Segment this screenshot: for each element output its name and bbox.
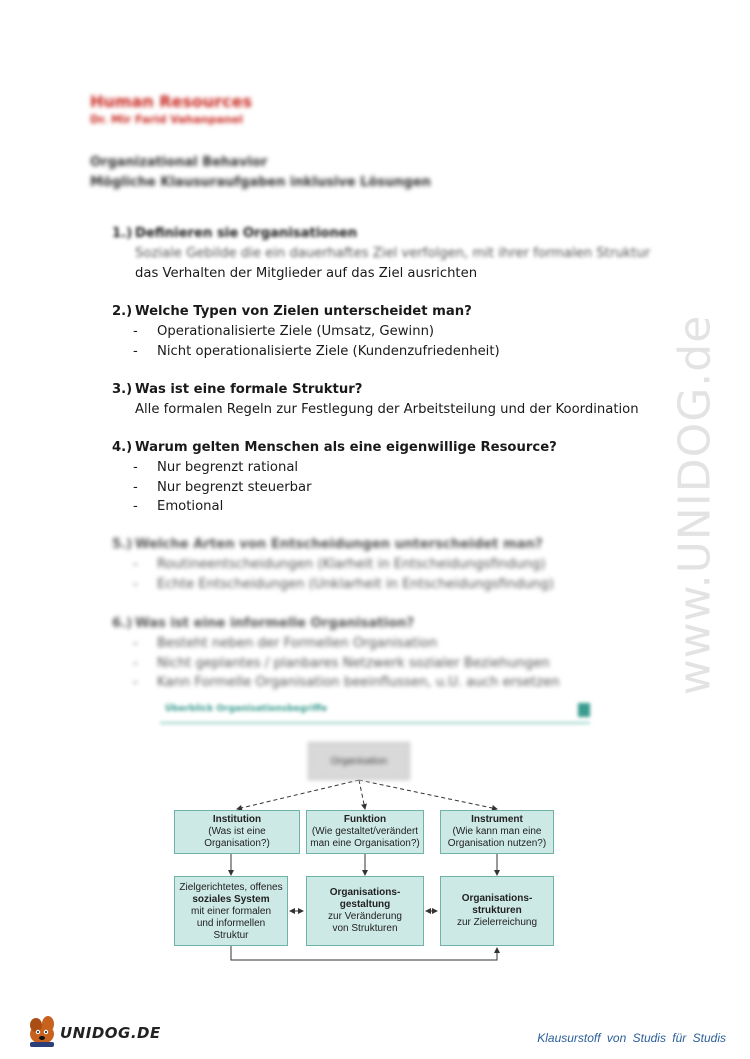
gestaltung-line: von Strukturen [332, 923, 398, 934]
system-line: soziales System [192, 894, 270, 905]
question-heading: 3.) Was ist eine formale Struktur? [112, 382, 363, 397]
funktion-line: man eine Organisation?) [310, 838, 420, 849]
answer-bullet: - Nur begrenzt rational [133, 460, 299, 475]
author-name: Dr. Mir Farid Vahanpanel [90, 113, 243, 126]
system-line: Zielgerichtetes, offenes [179, 882, 283, 893]
strukturen-line: strukturen [472, 905, 522, 916]
institution-line: Organisation?) [204, 838, 270, 849]
gestaltung-line: Organisations- [329, 887, 401, 898]
watermark-text: www.UNIDOG.de [669, 314, 721, 696]
institution-box [174, 810, 300, 854]
question-2 [112, 302, 500, 361]
question-heading: 5.) Welche Arten von Entscheidungen unterscheidet man? [112, 537, 543, 552]
answer-bullet: - Operationalisierte Ziele (Umsatz, Gewinn) [133, 324, 435, 339]
subtitle-course: Organizational Behavior [90, 155, 268, 170]
strukturen-line: zur Zielerreichung [456, 917, 538, 928]
instrument-title: Instrument [471, 814, 523, 825]
answer-bullet: - Emotional [133, 499, 224, 514]
funktion-title: Funktion [343, 814, 387, 825]
organisation-diagram [160, 700, 592, 970]
gestaltung-line: zur Veränderung [328, 911, 402, 922]
unidog-logo[interactable] [24, 1012, 164, 1048]
answer-line: Soziale Gebilde die ein dauerhaftes Ziel verfolgen, mit ihrer formalen Struktur [135, 246, 651, 261]
instrument-line: Organisation nutzen?) [447, 838, 547, 849]
answer-bullet: - Besteht neben der Formellen Organisation [133, 636, 438, 651]
answer-bullet: - Nur begrenzt steuerbar [133, 479, 312, 495]
answer-line: Alle formalen Regeln zur Festlegung der Arbeitsteilung und der Koordination [135, 402, 639, 417]
answer-bullet: - Nicht geplantes / planbares Netzwerk sozialer Beziehungen [133, 655, 550, 671]
system-line: und informellen [196, 918, 266, 929]
footer-tagline: Klausurstoff von Studis für Studis [537, 1031, 726, 1045]
answer-line: das Verhalten der Mitglieder auf das Ziel ausrichten [135, 265, 478, 281]
document-title: Human Resources [90, 92, 253, 111]
question-heading: 6.) Was ist eine informelle Organisation? [112, 616, 415, 631]
answer-bullet: - Kann Formelle Organisation beeinflussen, u.U. auch ersetzen [133, 675, 560, 690]
dog-icon [24, 1012, 60, 1048]
institution-title: Institution [212, 814, 262, 825]
answer-bullet: - Echte Entscheidungen (Unklarheit in Entscheidungsfindung) [133, 576, 554, 592]
question-heading: 4.) Warum gelten Menschen als eine eigenwillige Resource? [112, 440, 557, 455]
funktion-box [306, 810, 424, 854]
instrument-line: (Wie kann man eine [452, 826, 542, 837]
question-3 [112, 380, 639, 420]
strukturen-box [440, 876, 554, 946]
system-box [174, 876, 288, 946]
instrument-box [440, 810, 554, 854]
system-line: Struktur [213, 930, 249, 941]
question-5 [112, 535, 554, 594]
system-line: mit einer formalen [190, 906, 272, 917]
diagram-header-text: Überblick Organisationsbegriffe [165, 704, 328, 714]
question-1 [112, 224, 650, 283]
answer-bullet: - Routineentscheidungen (Klarheit in Entscheidungsfindung) [133, 557, 546, 572]
funktion-line: (Wie gestaltet/verändert [311, 826, 419, 837]
question-6 [112, 614, 560, 693]
gestaltung-box [306, 876, 424, 946]
institution-line: (Was ist eine [208, 826, 266, 837]
logo-text: UNIDOG.DE [60, 1024, 161, 1042]
organisation-label: Organisation [330, 756, 388, 767]
strukturen-line: Organisations- [461, 893, 533, 904]
question-heading: 2.) Welche Typen von Zielen unterscheidet man? [112, 304, 472, 319]
subtitle-description: Mögliche Klausuraufgaben inklusive Lösungen [90, 175, 431, 190]
answer-bullet: - Nicht operationalisierte Ziele (Kundenzufriedenheit) [133, 343, 500, 359]
watermark [640, 270, 750, 740]
gestaltung-line: gestaltung [339, 899, 391, 910]
organisation-box [308, 742, 410, 780]
question-4 [112, 438, 557, 517]
question-heading: 1.) Definieren sie Organisationen [112, 226, 358, 241]
